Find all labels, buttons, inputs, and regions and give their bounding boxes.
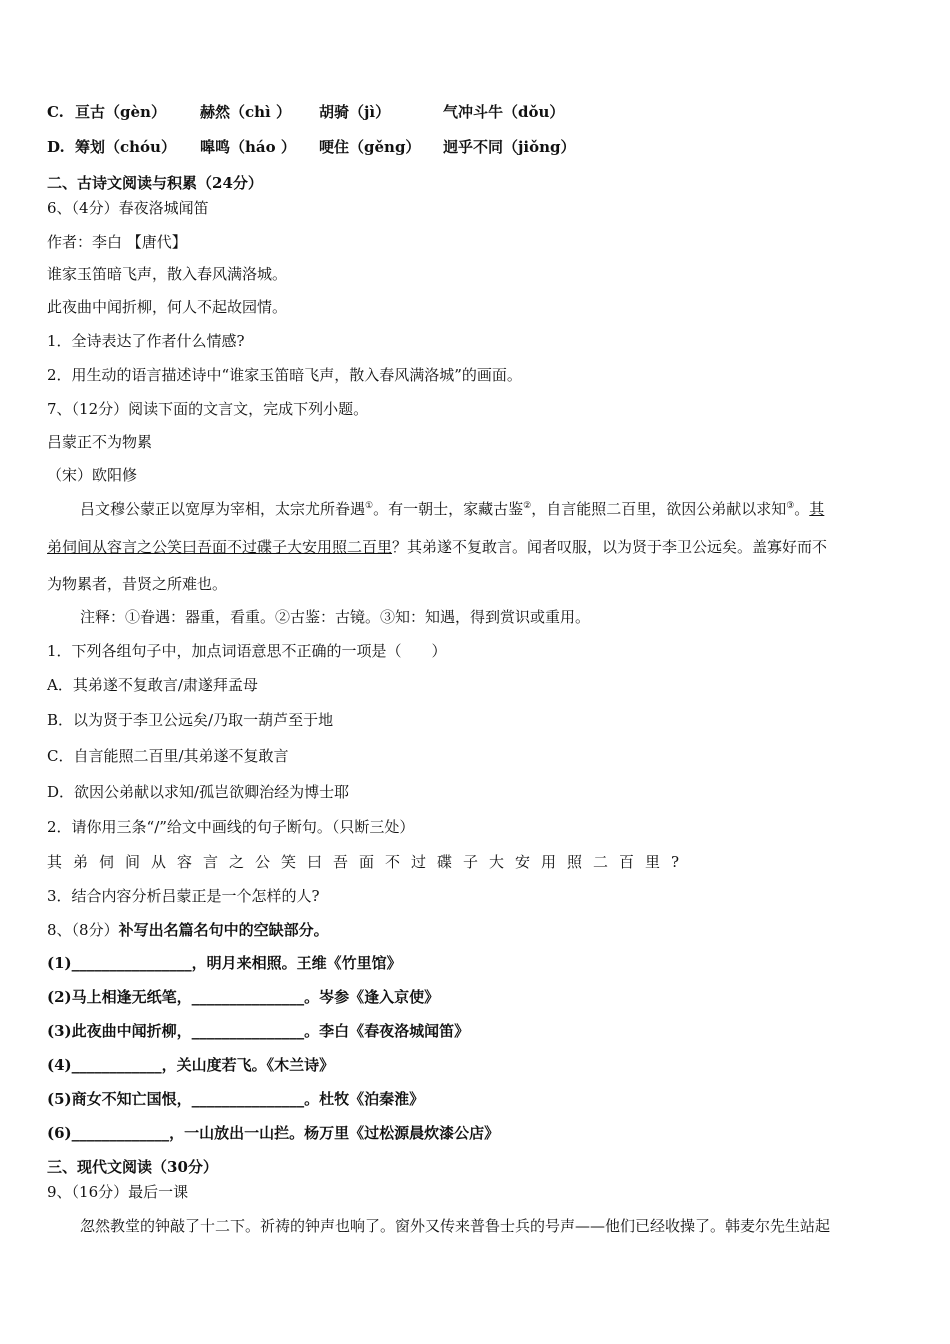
passage-line-1 xyxy=(80,499,910,519)
item-post: 。岑参《逢入京使》 xyxy=(304,988,440,1006)
question-prefix: 8、（8分） xyxy=(47,921,119,939)
passage-text: 。 xyxy=(794,500,810,518)
option-item: 哽住（gěng） xyxy=(319,138,421,156)
item-post: ，一山放出一山拦。杨万里《过松源晨炊漆公店》 xyxy=(169,1124,500,1142)
section-heading: 二、古诗文阅读与积累（24分） xyxy=(47,174,263,192)
underlined-sentence: 弟伺间从容言之公笑曰吾面不过碟子大安用照二百里 xyxy=(47,538,393,556)
blank-line[interactable]: ____________ xyxy=(71,1056,162,1074)
option-item: 赫然（chì ） xyxy=(200,103,291,121)
blank-line[interactable]: _______________ xyxy=(191,988,305,1006)
question-title xyxy=(47,920,910,940)
fill-blank-item xyxy=(47,987,910,1007)
passage-text: ？其弟遂不复敢言。闻者叹服，以为贤于李卫公远矣。盖寡好而不 xyxy=(392,538,828,556)
item-pre: 此夜曲中闻折柳， xyxy=(71,1022,192,1040)
blank-line[interactable]: _______________ xyxy=(191,1022,305,1040)
text-author: （宋）欧阳修 xyxy=(47,466,138,484)
item-post: 。李白《春夜洛城闻笛》 xyxy=(304,1022,470,1040)
passage-line-3: 为物累者，昔贤之所难也。 xyxy=(47,575,228,593)
fill-blank-item xyxy=(47,1123,910,1143)
note-ref: ③ xyxy=(786,501,795,511)
sub-question: 1．下列各组句子中，加点词语意思不正确的一项是（ ） xyxy=(47,642,447,660)
note-ref: ① xyxy=(365,501,374,511)
item-pre: 商女不知亡国恨， xyxy=(71,1090,192,1108)
item-number: (3) xyxy=(47,1022,72,1040)
item-post: ，明月来相照。王维《竹里馆》 xyxy=(191,954,402,972)
option-letter: D. xyxy=(47,138,65,156)
question-title: 7、（12分）阅读下面的文言文，完成下列小题。 xyxy=(47,400,369,418)
option-item: 嗥鸣（háo ） xyxy=(200,138,296,156)
item-number: (5) xyxy=(47,1090,72,1108)
question-title: 6、（4分）春夜洛城闻笛 xyxy=(47,199,209,217)
item-number: (6) xyxy=(47,1124,72,1142)
item-pre: 马上相逢无纸笔， xyxy=(71,988,192,1006)
option-d-row xyxy=(47,137,910,157)
text-title: 吕蒙正不为物累 xyxy=(47,433,153,451)
option-item: 亘古（gèn） xyxy=(75,103,166,121)
passage-line: 忽然教堂的钟敲了十二下。祈祷的钟声也响了。窗外又传来普鲁士兵的号声——他们已经收操了。韩麦尔先生站起 xyxy=(80,1217,831,1235)
passage-line-2 xyxy=(47,537,910,557)
poem-line: 此夜曲中闻折柳，何人不起故园情。 xyxy=(47,298,288,316)
item-number: (4) xyxy=(47,1056,72,1074)
section-heading: 三、现代文阅读（30分） xyxy=(47,1158,218,1176)
option-item: 筹划（chóu） xyxy=(75,138,176,156)
sub-question: 1．全诗表达了作者什么情感? xyxy=(47,332,245,350)
option-item: 气冲斗牛（dǒu） xyxy=(443,103,565,121)
option-letter: C. xyxy=(47,103,64,121)
item-number: (2) xyxy=(47,988,72,1006)
option-item: 胡骑（jì） xyxy=(319,103,391,121)
sub-question: 2．用生动的语言描述诗中“谁家玉笛暗飞声，散入春风满洛城”的画面。 xyxy=(47,366,522,384)
sub-question: 2．请你用三条“/”给文中画线的句子断句。（只断三处） xyxy=(47,818,415,836)
sub-question: 3．结合内容分析吕蒙正是一个怎样的人? xyxy=(47,887,320,905)
item-number: (1) xyxy=(47,954,72,972)
fill-blank-item xyxy=(47,1021,910,1041)
item-post: 。杜牧《泊秦淮》 xyxy=(304,1090,425,1108)
passage-text: 。有一朝士，家藏古鉴 xyxy=(373,500,524,518)
fill-blank-item xyxy=(47,953,910,973)
choice-a: A．其弟遂不复敢言/肃遂拜孟母 xyxy=(47,676,258,694)
notes: 注释：①眷遇：器重，看重。②古鉴：古镜。③知：知遇，得到赏识或重用。 xyxy=(80,608,591,626)
passage-text: ，自言能照二百里，欲因公弟献以求知 xyxy=(531,500,787,518)
fill-blank-item xyxy=(47,1089,910,1109)
option-c-row xyxy=(47,102,910,122)
question-instruction: 补写出名篇名句中的空缺部分。 xyxy=(118,921,329,939)
choice-d: D．欲因公弟献以求知/孤岂欲卿治经为博士耶 xyxy=(47,783,350,801)
passage-text: 吕文穆公蒙正以宽厚为宰相，太宗尤所眷遇 xyxy=(80,500,366,518)
fill-blank-item xyxy=(47,1055,910,1075)
question-title: 9、（16分）最后一课 xyxy=(47,1183,189,1201)
note-ref: ② xyxy=(523,501,532,511)
blank-line[interactable]: _____________ xyxy=(71,1124,170,1142)
blank-line[interactable]: _______________ xyxy=(191,1090,305,1108)
choice-c: C．自言能照二百里/其弟遂不复敢言 xyxy=(47,747,289,765)
blank-line[interactable]: ________________ xyxy=(71,954,192,972)
option-item: 迥乎不同（jiǒng） xyxy=(443,138,576,156)
poem-author: 作者：李白 【唐代】 xyxy=(47,233,187,251)
underlined-sentence: 其 xyxy=(809,500,825,518)
choice-b: B．以为贤于李卫公远矣/乃取一葫芦至于地 xyxy=(47,711,334,729)
sentence-to-punctuate: 其弟伺间从容言之公笑曰吾面不过碟子大安用照二百里? xyxy=(47,853,691,871)
poem-line: 谁家玉笛暗飞声，散入春风满洛城。 xyxy=(47,265,288,283)
item-post: ，关山度若飞。《木兰诗》 xyxy=(161,1056,335,1074)
